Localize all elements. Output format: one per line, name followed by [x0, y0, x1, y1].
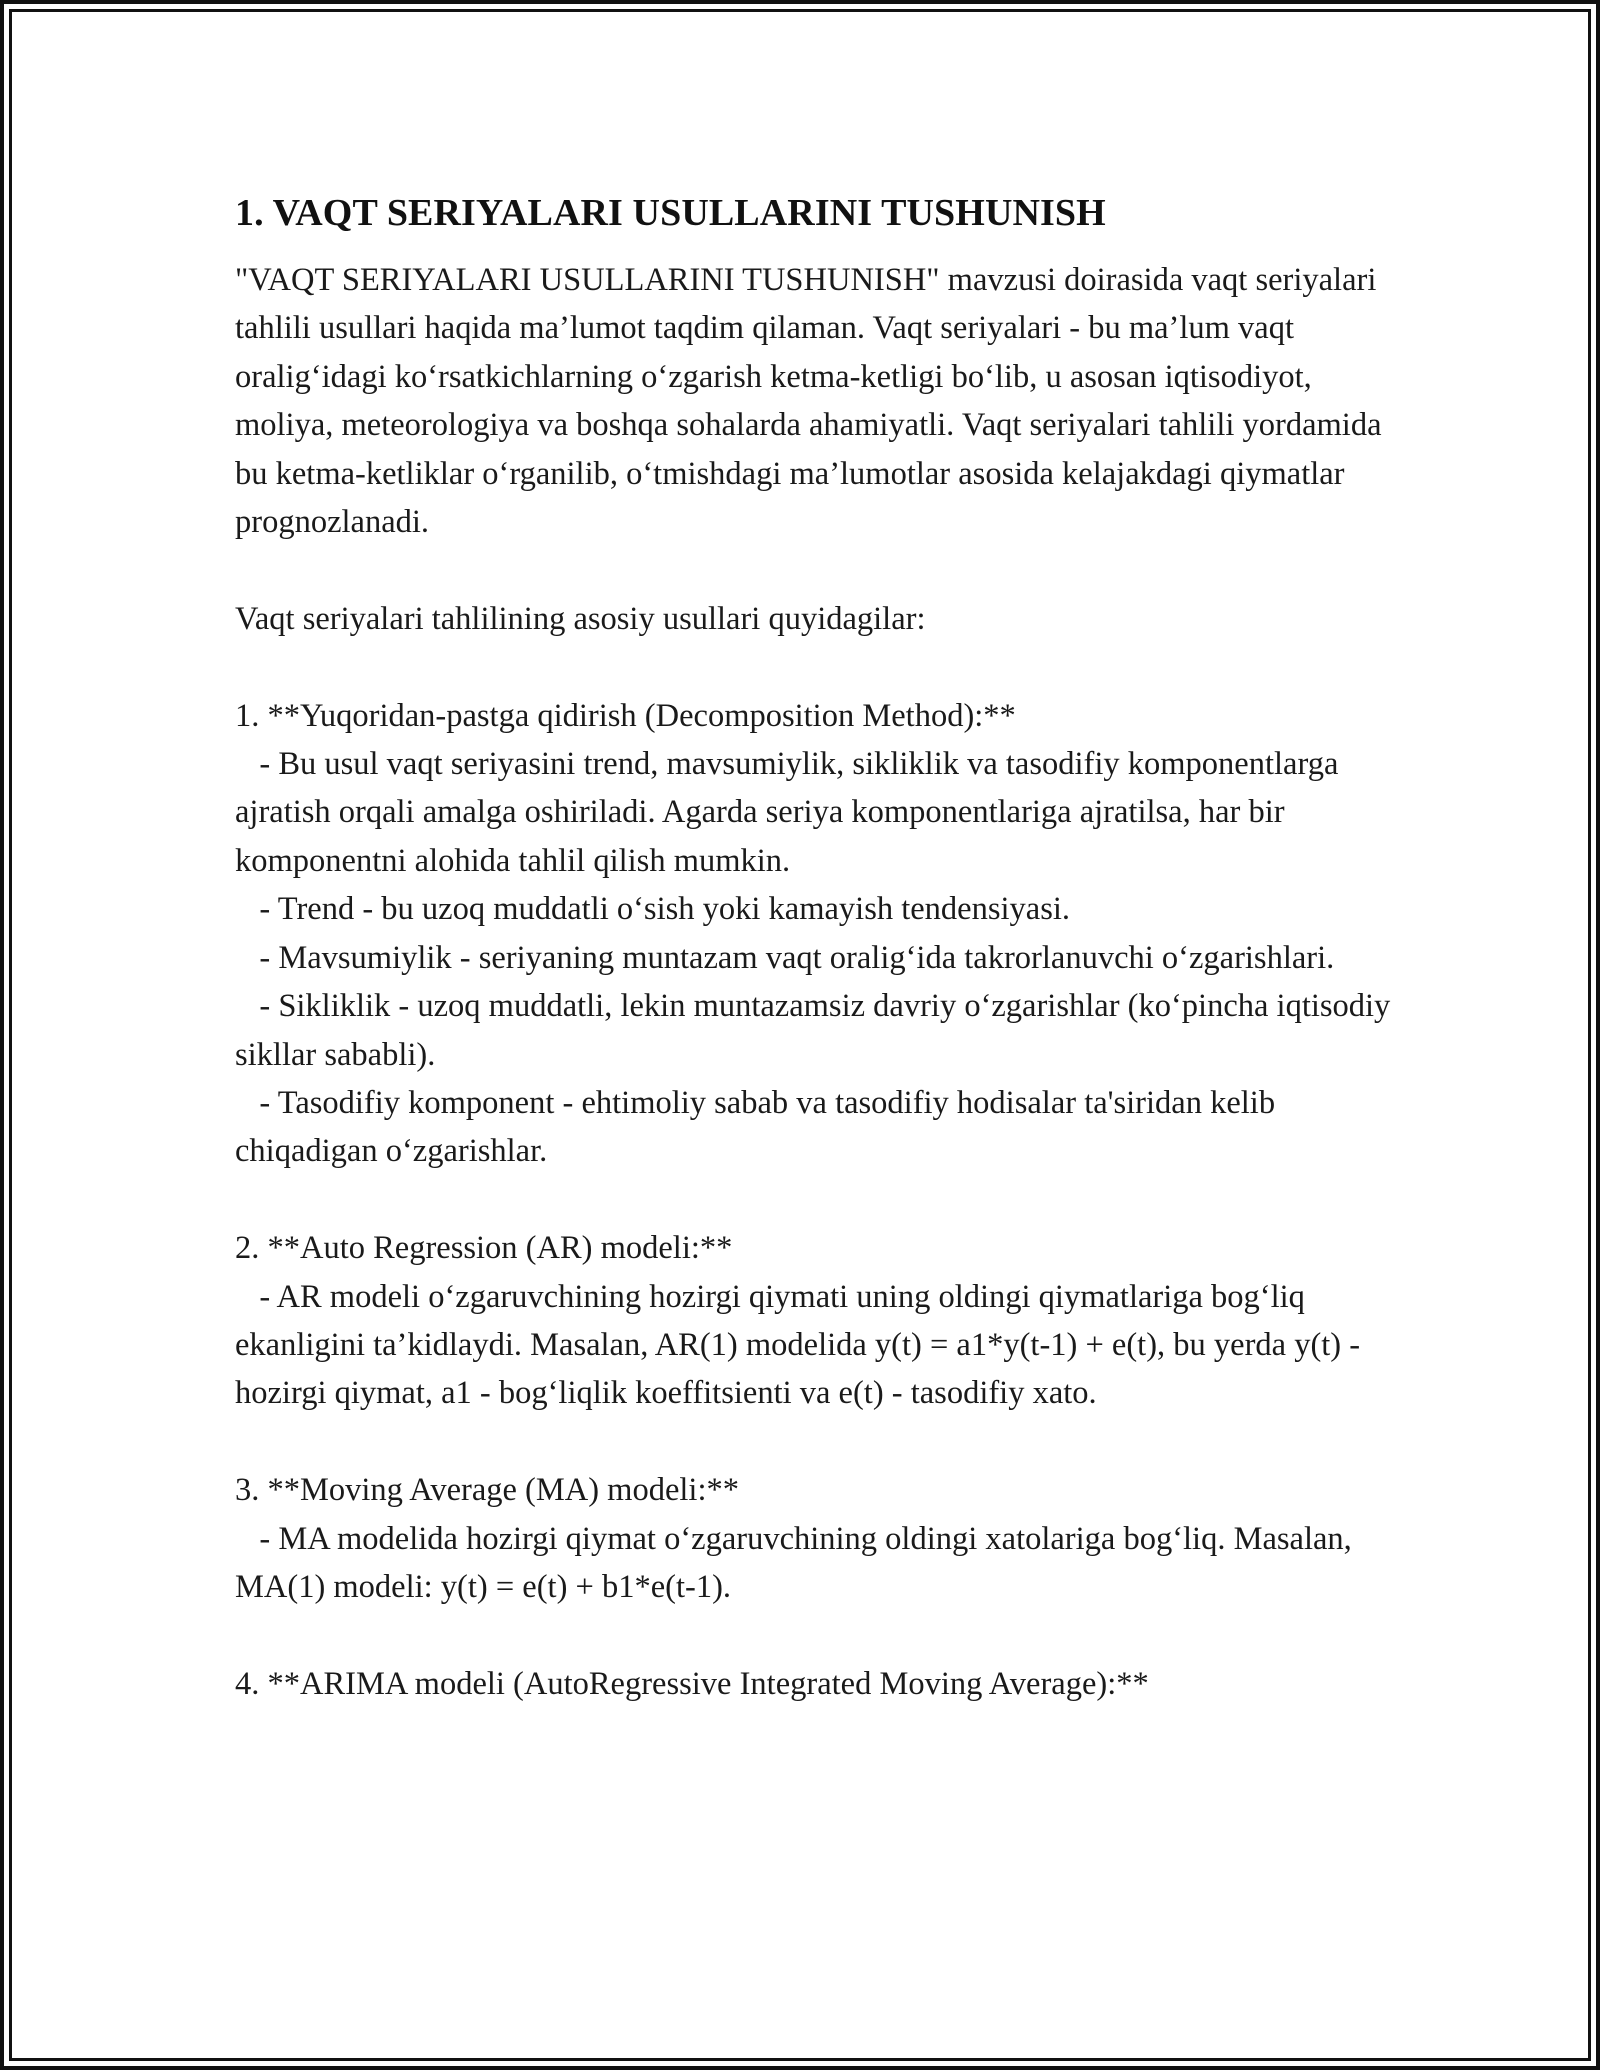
document-page	[235, 186, 1415, 1708]
document-title: 1. VAQT SERIYALARI USULLARINI TUSHUNISH	[235, 192, 1106, 234]
document-body: "VAQT SERIYALARI USULLARINI TUSHUNISH" mavzusi doirasida vaqt seriyalari tahlili usullari haqida ma’lumot taqdim qilaman. Vaqt seriyalari - bu ma’lum vaqt oralig‘idagi ko‘rsatkichlarning o‘zgarish ketma-ketligi bo‘lib, u asosan iqtisodiyot, moliya, meteorologiya va boshqa sohalarda ahamiyatli. Vaqt seriyalari tahlili yordamida bu ketma-ketliklar o‘rganilib, o‘tmishdagi ma’lumotlar asosida kelajakdagi qiymatlar prognozlanadi. Vaqt seriyalari tahlilining asosiy usullari quyidagilar: 1. **Yuqoridan-pastga qidirish (Decomposition Method):** - Bu usul vaqt seriyasini trend, mavsumiylik, sikliklik va tasodifiy komponentlarga ajratish orqali amalga oshiriladi. Agarda seriya komponentlariga ajratilsa, har bir komponentni alohida tahlil qilish mumkin. - Trend - bu uzoq muddatli o‘sish yoki kamayish tendensiyasi. - Mavsumiylik - seriyaning muntazam vaqt oralig‘ida takrorlanuvchi o‘zgarishlari. - Sikliklik - uzoq muddatli, lekin muntazamsiz davriy o‘zgarishlar (ko‘pincha iqtisodiy sikllar sababli). - Tasodifiy komponent - ehtimoliy sabab va tasodifiy hodisalar ta'siridan kelib chiqadigan o‘zgarishlar. 2. **Auto Regression (AR) modeli:** - AR modeli o‘zgaruvchining hozirgi qiymati uning oldingi qiymatlariga bog‘liq ekanligini ta’kidlaydi. Masalan, AR(1) modelida y(t) = a1*y(t-1) + e(t), bu yerda y(t) - hozirgi qiymat, a1 - bog‘liqlik koeffitsienti va e(t) - tasodifiy xato. 3. **Moving Average (MA) modeli:** - MA modelida hozirgi qiymat o‘zgaruvchining oldingi xatolariga bog‘liq. Masalan, MA(1) modeli: y(t) = e(t) + b1*e(t-1). 4. **ARIMA modeli (AutoRegressive Integrated Moving Average):**	[235, 262, 1391, 1702]
